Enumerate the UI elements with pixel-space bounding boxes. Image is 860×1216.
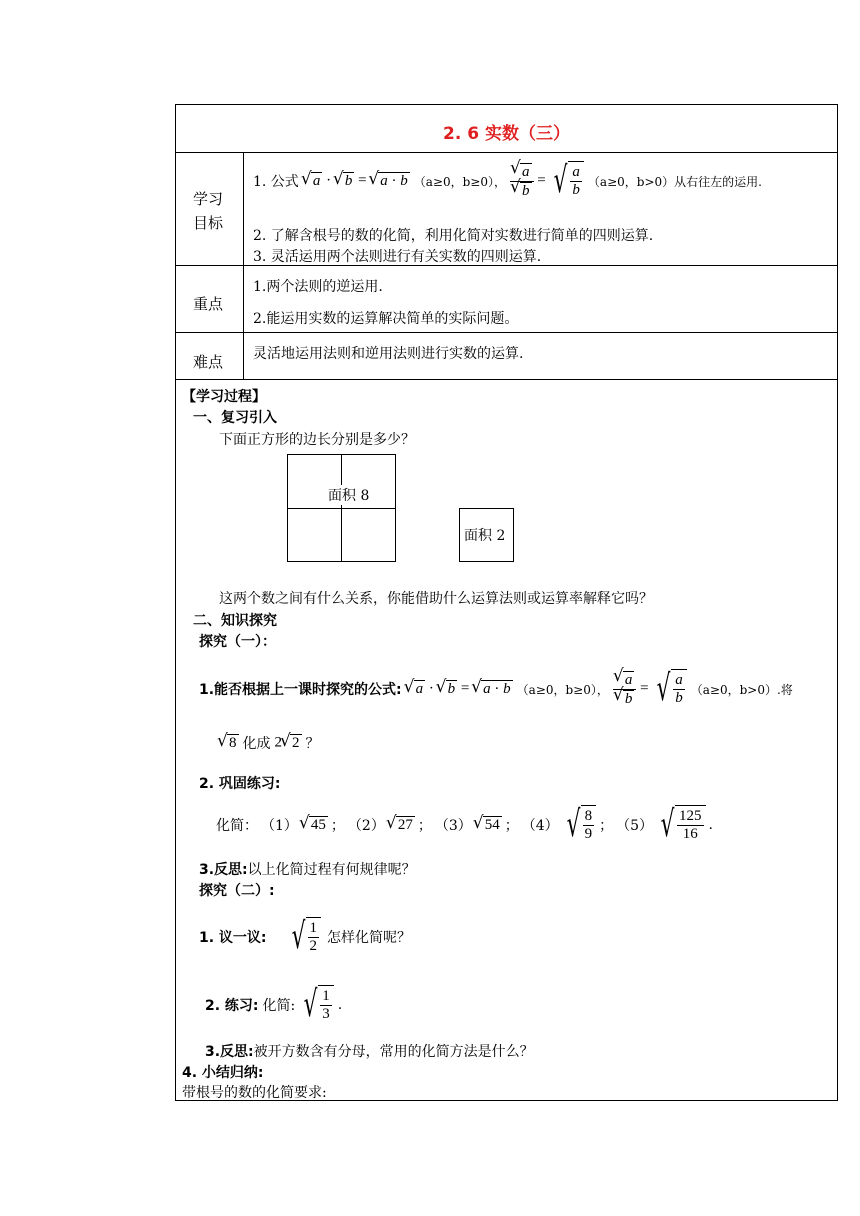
explore-2-title: 探究（二）: <box>199 883 275 899</box>
process-header: 【学习过程】 <box>182 389 266 405</box>
goal-item-1: 1. 公式 √ a · √ b = √ a · b （a≥0，b≥0）， √ a √ b = √ $\frac{a}{b}$ （a≥0，b>0）从右往左的运用. <box>253 161 762 201</box>
goals-label: 学习 目标 <box>193 190 224 232</box>
explore-1-item-2: 2. 巩固练习: <box>199 776 281 792</box>
exercise-list: 化简： （1） √ 45 ； （2） √ 27 ； （3） √ 54 ； （4） √ $\frac{8}{9}$ ； （5） √ $\frac{125}{16}$ . <box>216 805 713 845</box>
formula-quotient: √ a √ b = √ $\frac{a}{b}$ <box>510 161 584 201</box>
review-question: 下面正方形的边长分别是多少？ <box>219 432 415 448</box>
explore-1-item-1-cont: √ 8 化成 2√ 2 ？ <box>219 733 320 753</box>
lesson-table <box>175 104 838 1101</box>
small-square <box>459 508 514 562</box>
section-summary: 4. 小结归纳: <box>182 1065 264 1081</box>
explore-2-item-3: 3.反思:被开方数含有分母，常用的化简方法是什么？ <box>205 1044 534 1060</box>
review-question-2: 这两个数之间有什么关系，你能借助什么运算法则或运算率解释它吗？ <box>219 591 653 607</box>
key-item-2: 2.能运用实数的运算解决简单的实际问题。 <box>253 311 519 327</box>
formula-product: √ a · √ b = √ a · b <box>303 172 410 190</box>
difficult-text: 灵活地运用法则和逆用法则进行实数的运算. <box>253 346 524 362</box>
small-square-label: 面积 2 <box>464 528 506 544</box>
difficult-label: 难点 <box>193 353 224 371</box>
explore-2-item-1: 1. 议一议: √ $\frac{1}{2}$ 怎样化简呢？ <box>199 916 411 957</box>
goal-item-2: 2. 了解含根号的数的化简，利用化简对实数进行简单的四则运算. <box>253 228 654 244</box>
section-explore: 二、知识探究 <box>193 613 277 629</box>
row-divider <box>176 379 837 380</box>
section-review: 一、复习引入 <box>193 410 277 426</box>
explore-1-title: 探究（一）： <box>199 634 276 650</box>
explore-1-item-1: 1.能否根据上一课时探究的公式: √ a · √ b = √ a · b （a≥0，b≥0）， √ a √ b = √ $\frac{a}{b}$ （a≥0，b>0）.将 <box>199 669 793 709</box>
row-divider <box>176 332 837 333</box>
goal-item-3: 3. 灵活运用两个法则进行有关实数的四则运算. <box>253 249 542 265</box>
big-square <box>287 454 396 562</box>
row-divider <box>176 152 837 153</box>
big-square-label: 面积 8 <box>326 485 371 505</box>
key-item-1: 1.两个法则的逆运用. <box>253 279 383 295</box>
key-label: 重点 <box>193 295 224 313</box>
explore-1-item-3: 3.反思:以上化简过程有何规律呢？ <box>199 862 416 878</box>
column-divider <box>243 152 244 379</box>
explore-2-item-2: 2. 练习: 化简: √ $\frac{1}{3}$ . <box>205 984 343 1025</box>
summary-text: 带根号的数的化简要求: <box>182 1085 327 1101</box>
page-title: 2. 6 实数（三） <box>443 124 570 144</box>
